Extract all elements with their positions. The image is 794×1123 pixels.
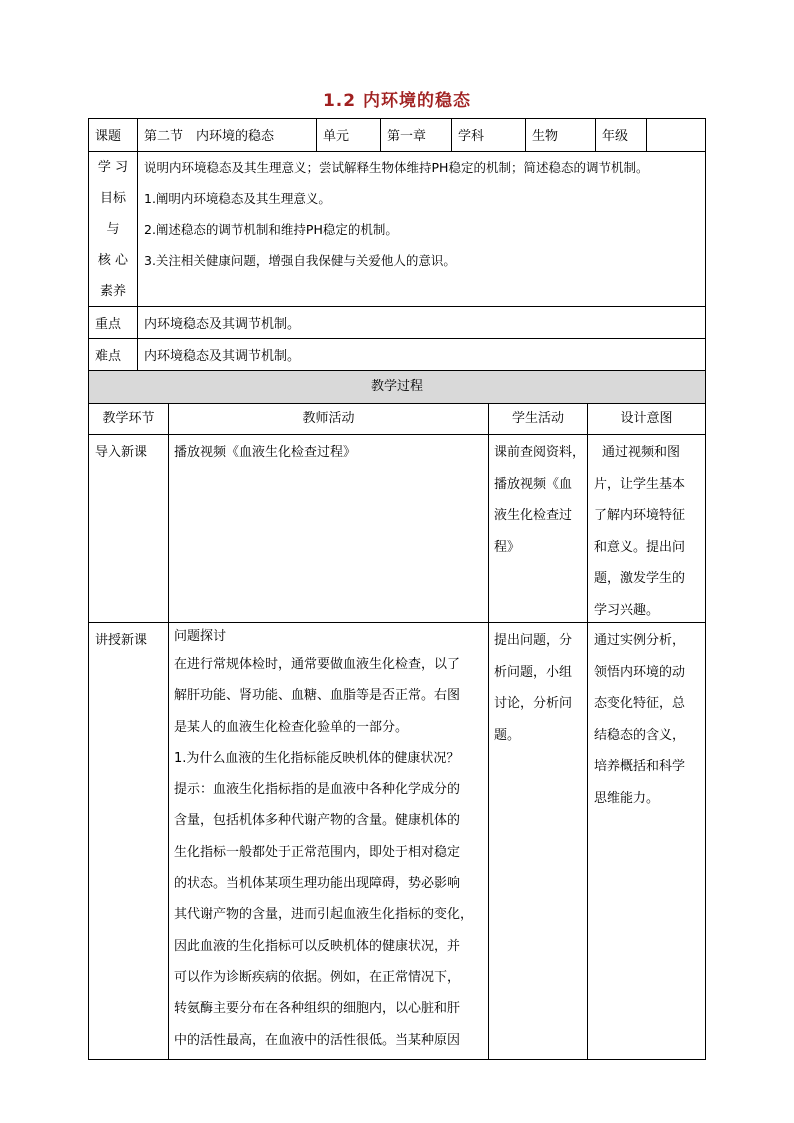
intent-line: 片，让学生基本 [594,476,686,492]
goals-line: 3.关注相关健康问题，增强自我保健与关爱他人的意识。 [144,253,456,268]
teacher-line: 生化指标一般都处于正常范围内，即处于相对稳定 [174,844,461,860]
teacher-line: 因此血液的生化指标可以反映机体的健康状况，并 [174,938,461,954]
goals-label-line: 与 [106,222,120,237]
intent-line: 了解内环境特征 [594,508,686,523]
student-line: 液生化检查过 [494,508,573,523]
col-divider [488,403,489,1060]
student-activity-cell [494,625,586,751]
column-header-stage: 教学环节 [102,411,155,426]
header-label-lesson: 课题 [95,129,122,144]
teacher-line: 是某人的血液生化检查化验单的一部分。 [174,719,409,735]
design-intent-cell [594,625,704,814]
header-unit-value: 第一章 [387,129,427,144]
intent-line: 结稳态的含义， [594,727,686,743]
goals-label-line: 核 心 [97,253,129,268]
goals-label-line: 目标 [99,191,126,206]
header-label-unit: 单元 [323,129,350,144]
header-label-subject: 学科 [458,129,485,144]
intent-line: 和意义。提出问 [594,539,686,555]
student-activity-cell [494,437,586,563]
header-grade-value [647,122,705,130]
goals-line: 2.阐述稳态的调节机制和维持PH稳定的机制。 [144,222,398,237]
teacher-line: 含量，包括机体多种代谢产物的含量。健康机体的 [174,813,461,829]
goals-line: 说明内环境稳态及其生理意义；尝试解释生物体维持PH稳定的机制；简述稳态的调节机制。 [144,160,649,175]
student-line: 提出问题，分 [494,633,573,648]
table-border [88,1059,706,1060]
stage-cell: 讲授新课 [95,633,148,648]
student-line: 播放视频《血 [494,476,573,492]
key-point-label: 重点 [95,317,122,332]
design-intent-cell [594,437,704,626]
student-line: 程》 [494,539,521,555]
table-border [705,118,706,1060]
teacher-line: 播放视频《血液生化检查过程》 [174,445,357,460]
header-label-grade: 年级 [602,129,629,144]
column-header-student: 学生活动 [511,411,564,426]
table-border [88,118,706,119]
intent-line: 领悟内环境的动 [594,664,686,680]
goals-label-line: 素养 [99,284,126,299]
teacher-line: 1.为什么血液的生化指标能反映机体的健康状况？ [174,750,460,766]
key-point-text: 内环境稳态及其调节机制。 [144,317,301,332]
intent-line: 学习兴趣。 [594,602,660,618]
student-line: 讨论，分析问 [494,696,573,711]
intent-line: 通过实例分析， [594,633,686,648]
header-lesson-value: 第二节 内环境的稳态 [144,129,275,144]
student-line: 析问题，小组 [494,664,573,680]
goals-content [144,152,704,276]
teacher-line: 中的活性最高，在血液中的活性很低。当某种原因 [174,1032,461,1048]
teacher-line: 在进行常规体检时，通常要做血液生化检查，以了 [174,657,461,672]
intent-line: 培养概括和科学 [594,759,686,774]
col-divider [587,403,588,1060]
page-title: 1.2 内环境的稳态 [322,91,472,111]
student-line: 课前查阅资料， [494,445,586,460]
teacher-line: 转氨酶主要分布在各种组织的细胞内，以心脏和肝 [174,1001,461,1017]
process-heading: 教学过程 [370,379,423,394]
teacher-line: 其代谢产物的含量，进而引起血液生化指标的变化， [174,907,474,923]
teacher-line: 的状态。当机体某项生理功能出现障碍，势必影响 [174,876,461,892]
intent-line: 通过视频和图 [602,445,681,460]
teacher-line: 解肝功能、肾功能、血糖、血脂等是否正常。右图 [174,688,461,704]
difficult-point-text: 内环境稳态及其调节机制。 [144,349,301,364]
teacher-line: 可以作为诊断疾病的依据。例如，在正常情况下， [174,969,461,985]
teacher-activity-cell [174,625,486,1056]
stage-cell: 导入新课 [95,445,148,460]
difficult-point-label: 难点 [95,349,122,364]
col-divider [168,403,169,1060]
row-divider [88,403,706,404]
intent-line: 思维能力。 [594,790,660,806]
teacher-activity-cell [174,437,484,469]
teacher-line: 提示：血液生化指标指的是血液中各种化学成分的 [174,782,461,798]
intent-line: 题，激发学生的 [594,571,686,586]
row-divider [88,434,706,435]
teacher-line: 问题探讨 [174,629,227,644]
intent-line: 态变化特征，总 [594,696,686,711]
column-header-intent: 设计意图 [620,411,673,426]
goals-line: 1.阐明内环境稳态及其生理意义。 [144,191,331,206]
header-subject-value: 生物 [532,129,559,144]
column-header-teacher: 教师活动 [302,411,355,426]
row-divider [88,306,706,307]
student-line: 题。 [494,727,521,743]
goals-label [89,152,137,307]
goals-label-line: 学 习 [97,160,129,175]
